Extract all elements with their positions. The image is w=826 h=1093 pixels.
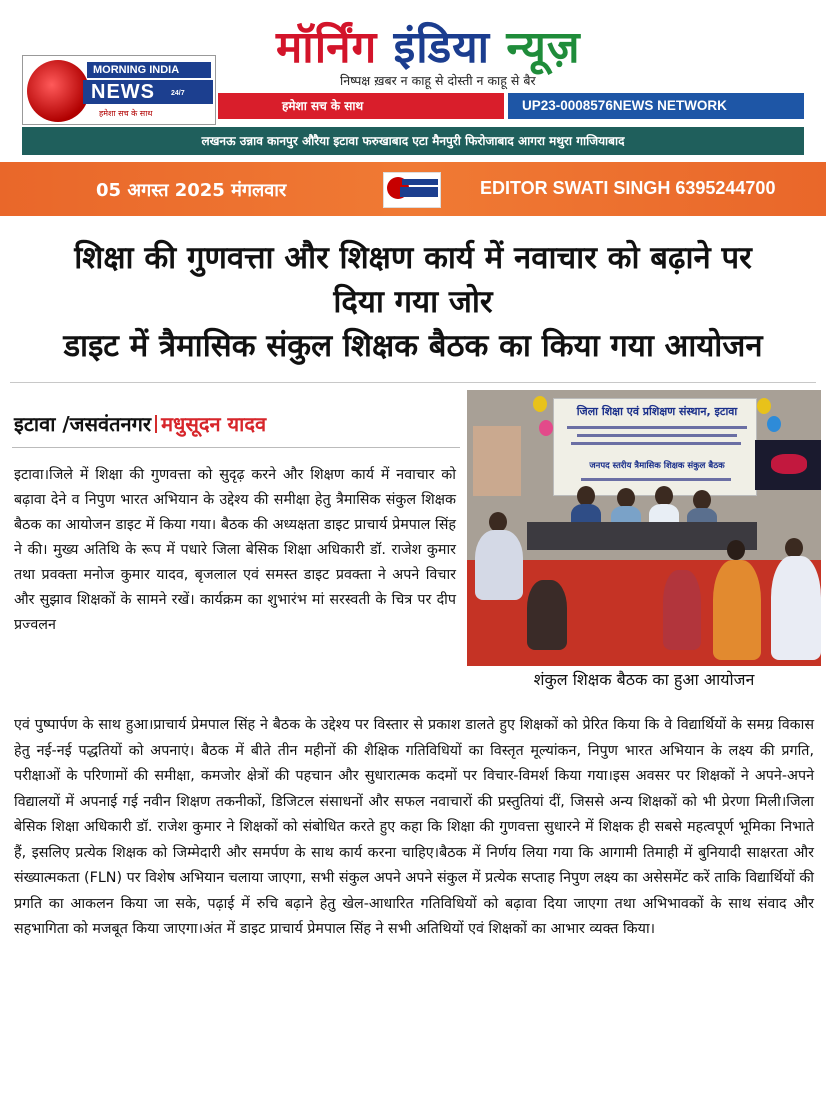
logo-globe-icon [27, 60, 89, 122]
newspaper-title [276, 22, 776, 74]
photo-banner-title: जिला शिक्षा एवं प्रशिक्षण संस्थान, इटावा [576, 405, 738, 418]
masthead-slogan: निष्पक्ष ख़बर न काहू से दोस्ती न काहू से बैर [340, 73, 536, 88]
title-part-2: इंडिया [393, 22, 491, 73]
headline-divider [10, 382, 816, 383]
photo-caption: शंकुल शिक्षक बैठक का हुआ आयोजन [533, 670, 755, 689]
article-body-column: इटावा।जिले में शिक्षा की गुणवत्ता को सुदृढ़ करने और शिक्षण कार्य में नवाचार को बढ़ावा देने व निपुण भारत अभियान के उद्देश्य की समीक्षा हेतु त्रैमासिक संकुल शिक्षक बैठक का आयोजन डाइट में किया गया। बैठक की अध्यक्षता डाइट प्राचार्य प्रेमपाल सिंह ने की। मुख्य अतिथि के रूप में पधारे जिला बेसिक शिक्षा अधिकारी डॉ. राजेश कुमार तथा प्रवक्ता मनोज कुमार यादव, बृजलाल एवं समस्त डाइट प्रवक्ता ने अपने विचार और सुझाव शिक्षकों के सामने रखें। कार्यक्रम का शुभारंभ मां सरस्वती के चित्र पर दीप प्रज्वलन [14, 467, 456, 633]
photo-banner-subtitle: जनपद स्तरीय त्रैमासिक शिक्षक संकुल बैठक [589, 461, 725, 471]
cities-band: लखनऊ उन्नाव कानपुर औरैया इटावा फरुखाबाद एटा मैनपुरी फिरोजाबाद आगरा मथुरा गाजियाबाद [22, 127, 804, 155]
byline-divider [12, 447, 460, 448]
article-photo [467, 390, 821, 666]
masthead-logo [22, 55, 216, 125]
byline-separator [155, 415, 157, 433]
headline-line-1: शिक्षा की गुणवत्ता और शिक्षण कार्य में नवाचार को बढ़ाने पर [74, 240, 752, 276]
article-headline [18, 236, 808, 368]
projector-screen-icon [755, 440, 821, 490]
mini-logo-icon [383, 172, 441, 208]
registration-band: UP23-0008576NEWS NETWORK [508, 93, 804, 119]
stage-table [527, 522, 757, 550]
logo-line1: MORNING INDIA [87, 62, 211, 78]
byline-place: इटावा /जसवंतनगर [14, 412, 152, 436]
editor-info: EDITOR SWATI SINGH 6395244700 [480, 178, 776, 198]
red-tagline-band: हमेशा सच के साथ [218, 93, 504, 119]
issue-date: 05 अगस्त 2025 मंगलवार [96, 180, 287, 201]
headline-line-2: दिया गया जोर [333, 284, 493, 320]
wall-poster-icon [473, 426, 521, 496]
title-part-1: मॉर्निंग [276, 22, 378, 73]
article-body-full: एवं पुष्पार्पण के साथ हुआ।प्राचार्य प्रेमपाल सिंह ने बैठक के उद्देश्य पर विस्तार से प्रकाश डालते हुए शिक्षकों को प्रेरित किया कि वे विद्यार्थियों के समग्र विकास हेतु नई-नई पद्धतियों को अपनाएं। बैठक में बीते तीन महीनों की शैक्षिक गतिविधियों का विस्तृत मूल्यांकन, निपुण भारत अभियान के लक्ष्य की प्रगति, परीक्षाओं के परिणामों की समीक्षा, कमजोर क्षेत्रों की पहचान और सुधारात्मक कदमों पर विचार-विमर्श किया गया।इस अवसर पर शिक्षकों ने अपने-अपने विद्यालयों में अपनाई गई नवीन शिक्षण तकनीकों, डिजिटल संसाधनों और सफल नवाचारों की प्रस्तुतियां दीं, जिससे अन्य शिक्षकों को भी प्रेरणा मिली।जिला बेसिक शिक्षा अधिकारी डॉ. राजेश कुमार ने शिक्षकों को संबोधित करते हुए कहा कि शिक्षा की गुणवत्ता सुधारने में शिक्षक ही सबसे महत्वपूर्ण भूमिका निभाते हैं, इसलिए प्रत्येक शिक्षक को जिम्मेदारी और समर्पण के साथ कार्य करना चाहिए।बैठक में निर्णय लिया गया कि आगामी तिमाही में बुनियादी साक्षरता और संख्यात्मकता (FLN) पर विशेष अभियान चलाया जाएगा, सभी संकुल अपने अपने संकुल में प्रत्येक सप्ताह निपुण लक्ष्य का असेसमेंट करें ताकि विद्यार्थियों की प्रगति का आकलन किया जा सके, पढ़ाई में रुचि बढ़ाने हेतु खेल-आधारित गतिविधियों को बढ़ावा दिया जाएगा तथा अभिभावकों के साथ संवाद और सहभागिता को मजबूत किया जाएगा।अंत में डाइट प्राचार्य प्रेमपाल सिंह ने सभी अतिथियों एवं शिक्षकों का आभार व्यक्त किया। [14, 717, 814, 937]
logo-tagline: हमेशा सच के साथ [99, 109, 153, 118]
headline-line-3: डाइट में त्रैमासिक संकुल शिक्षक बैठक का किया गया आयोजन [63, 328, 763, 364]
title-part-3: न्यूज़ [506, 22, 581, 73]
logo-badge: 24/7 [171, 90, 185, 97]
byline-author: मधुसूदन यादव [161, 412, 267, 436]
logo-line2: NEWS [83, 80, 213, 104]
byline [14, 410, 266, 437]
